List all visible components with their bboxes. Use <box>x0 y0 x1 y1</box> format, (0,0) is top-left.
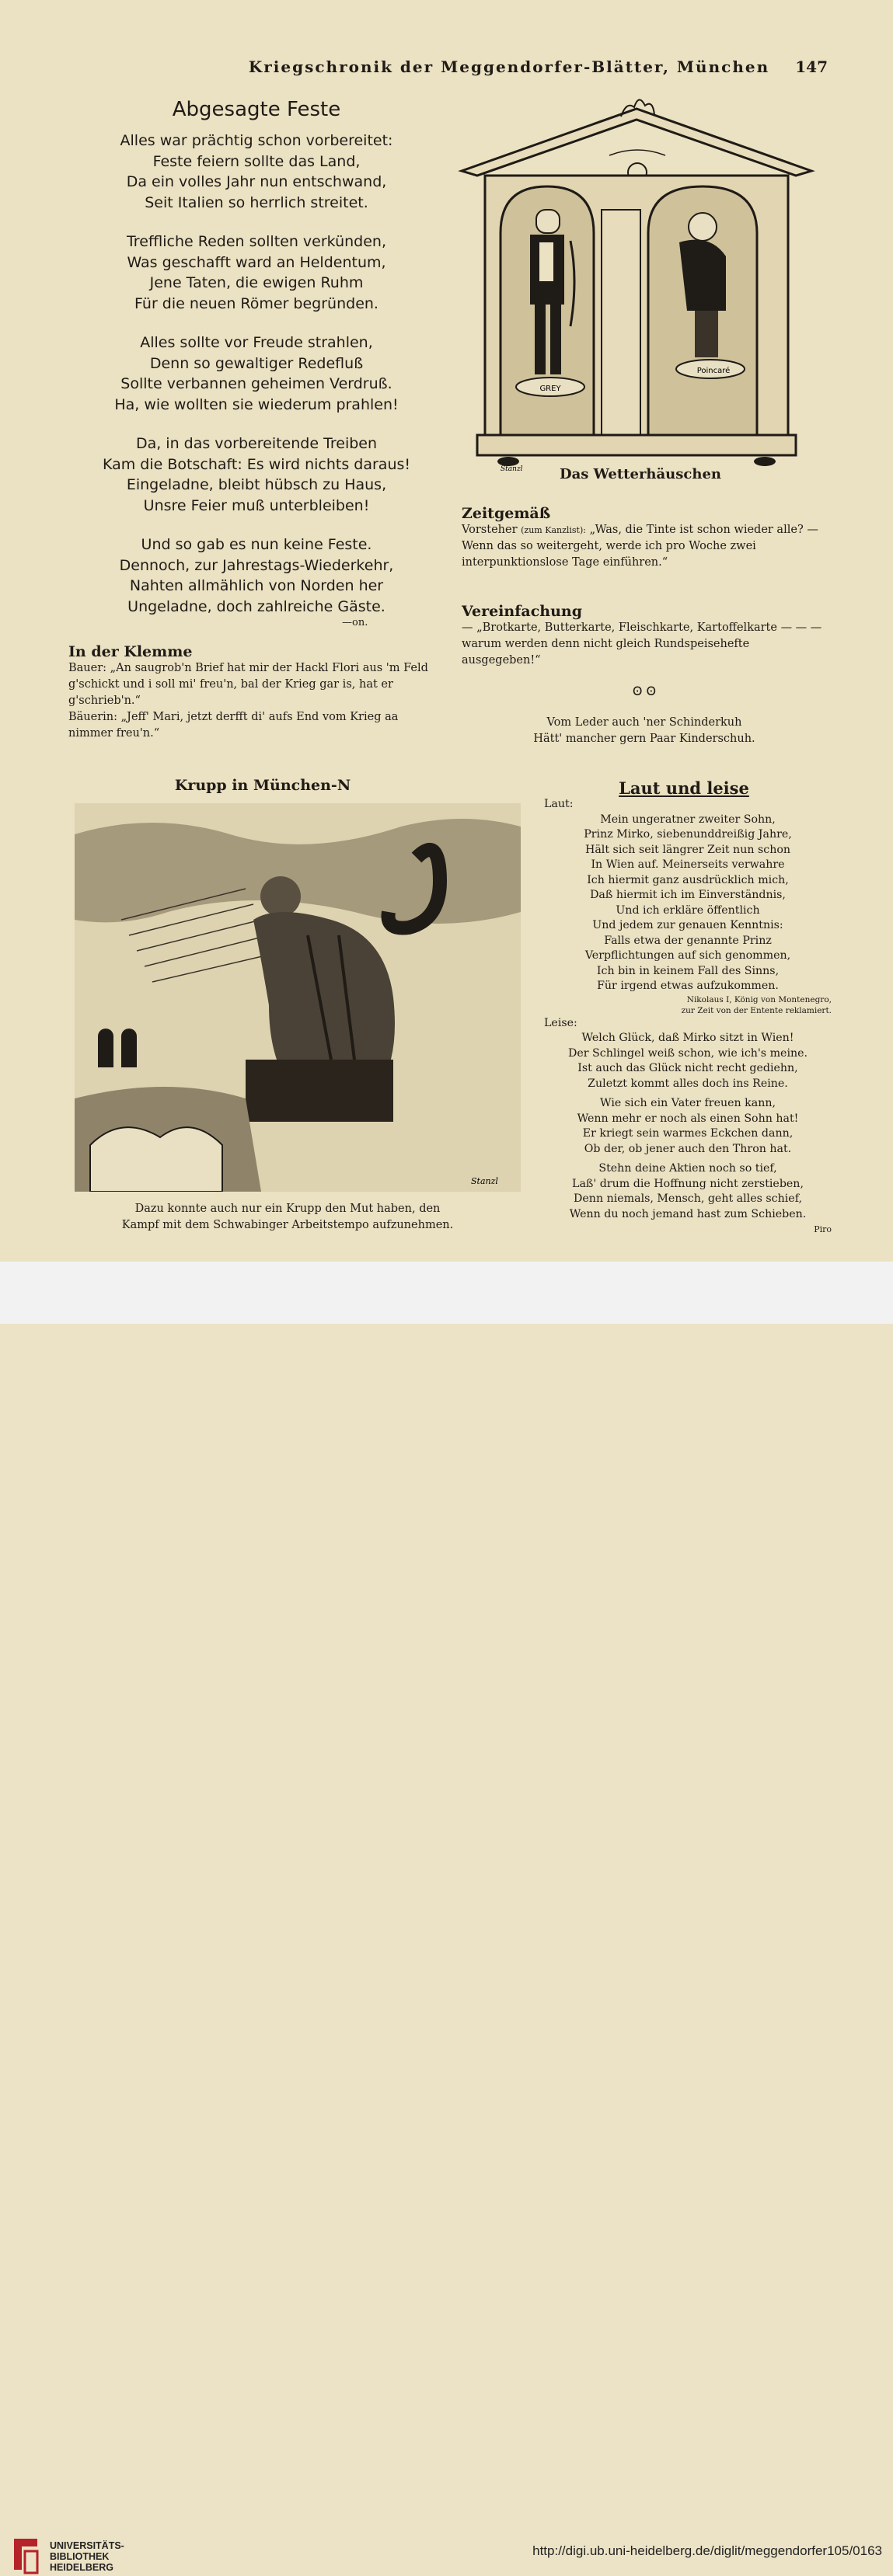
page-number: 147 <box>795 57 828 76</box>
poem-line: Und so gab es nun keine Feste. <box>141 536 372 553</box>
poem-stanza <box>62 231 451 314</box>
library-name-line: BIBLIOTHEK <box>50 2551 110 2562</box>
verse-line: Wenn du noch jemand hast zum Schieben. <box>569 1207 807 1220</box>
poem-line: Da ein volles Jahr nun entschwand, <box>126 173 387 190</box>
poem-line: Denn so gewaltiger Redefluß <box>149 354 364 372</box>
poem-line: Nahten allmählich von Norden her <box>129 577 384 594</box>
verse-line: Ich hiermit ganz ausdrücklich mich, <box>587 873 789 886</box>
verse-line: Mein ungeratner zweiter Sohn, <box>600 813 776 826</box>
poem-stanza <box>62 433 451 516</box>
running-header: Kriegschronik der Meggendorfer-Blätter, München <box>248 57 770 76</box>
caption-line: Dazu konnte auch nur ein Krupp den Mut haben, den <box>134 1203 441 1215</box>
stage-direction: (zum Kanzlist): <box>521 525 586 535</box>
library-name-line: HEIDELBERG <box>50 2562 113 2573</box>
dialogue-baeuerin: Bäuerin: „Jeff' Mari, jetzt derfft di' aufs End vom Krieg aa nimmer freu'n.“ <box>68 711 399 740</box>
weather-house-illustration <box>454 93 819 474</box>
verse-line: Falls etwa der genannte Prinz <box>604 934 772 947</box>
poem-signature: Piro <box>814 1224 832 1234</box>
verse-line: In Wien auf. Meinerseits verwahre <box>591 858 785 871</box>
couplet-line: Vom Leder auch 'ner Schinderkuh <box>546 716 742 729</box>
poem-line: Jene Taten, die ewigen Ruhm <box>149 274 364 291</box>
poem-line: Ungeladne, doch zahlreiche Gäste. <box>127 597 385 615</box>
section-vereinfachung <box>462 603 827 669</box>
library-footer <box>0 1262 893 2573</box>
poem-line: Treffliche Reden sollten verkünden, <box>126 233 386 250</box>
attribution-line: zur Zeit von der Entente reklamiert. <box>681 1005 832 1015</box>
krupp-caption <box>93 1201 482 1234</box>
verse-line: Hält sich seit längrer Zeit nun schon <box>584 843 791 856</box>
caption-line: Kampf mit dem Schwabinger Arbeitstempo aufzunehmen. <box>121 1219 454 1231</box>
library-name-line: UNIVERSITÄTS- <box>50 2540 124 2551</box>
section-in-der-klemme <box>68 643 432 742</box>
verse-line: Er kriegt sein warmes Eckchen dann, <box>582 1127 794 1140</box>
poem-line: Ha, wie wollten sie wiederum prahlen! <box>114 395 399 413</box>
verse-line: Stehn deine Aktien noch so tief, <box>598 1162 777 1175</box>
poem-line: Dennoch, zur Jahrestags-Wiederkehr, <box>119 556 394 574</box>
verse-line: Und jedem zur genauen Kenntnis: <box>592 919 783 931</box>
dialogue-bauer: Bauer: „An saugrob'n Brief hat mir der Hackl Flori aus 'm Feld g'schickt und i soll mi' freu'n, bal der Krieg gar is, hat er g'schrieb'n.“ <box>68 662 428 707</box>
label-left: GREY <box>539 385 561 393</box>
laut-und-leise-poem <box>544 797 832 1238</box>
verse-line: Welch Glück, daß Mirko sitzt in Wien! <box>581 1032 794 1044</box>
section-text <box>462 522 827 571</box>
artist-signature: Stanzl <box>471 1176 498 1186</box>
section-title: Zeitgemäß <box>462 505 551 522</box>
cartoon-caption: Das Wetterhäuschen <box>560 466 721 482</box>
attribution-line: Nikolaus I, König von Montenegro, <box>686 994 832 1004</box>
couplet-line: Hätt' mancher gern Paar Kinderschuh. <box>533 733 755 745</box>
section-text: — „Brotkarte, Butterkarte, Fleischkarte, Kartoffelkarte — — — warum werden denn nicht gleich Rundspeisehefte ausgegeben!“ <box>462 621 822 667</box>
poem-line: Alles sollte vor Freude strahlen, <box>140 334 373 351</box>
poem-line: Eingeladne, bleibt hübsch zu Haus, <box>126 476 387 493</box>
source-url[interactable]: http://digi.ub.uni-heidelberg.de/diglit/meggendorfer105/0163 <box>532 2543 882 2558</box>
speaker: Vorsteher <box>462 524 518 536</box>
poem-stanza <box>62 131 451 213</box>
scanned-page <box>0 0 893 1262</box>
poem-line: Alles war prächtig schon vorbereitet: <box>120 132 393 149</box>
poem-body <box>62 131 451 635</box>
verse-line: Prinz Mirko, siebenunddreißig Jahre, <box>584 828 792 841</box>
label-right: Poincaré <box>696 367 731 375</box>
poem-line: Unsre Feier muß unterbleiben! <box>143 496 370 514</box>
verse-line: Laß' drum die Hoffnung nicht zerstieben, <box>572 1177 804 1190</box>
verse-line: Für irgend etwas aufzukommen. <box>597 980 779 992</box>
poem-line: Seit Italien so herrlich streitet. <box>145 193 368 211</box>
quote: „Was, die Tinte ist schon wieder alle? — Wenn das so weitergeht, werde ich pro Woche zwei interpunktionslose Tage einführen.“ <box>462 524 818 569</box>
verse-line: Der Schlingel weiß schon, wie ich's meine. <box>567 1046 808 1060</box>
section-zeitgemaess <box>462 505 827 571</box>
verse-line: Wenn mehr er noch als einen Sohn hat! <box>577 1112 799 1125</box>
artist-signature: Stanzl <box>501 465 523 473</box>
poem-line: Feste feiern sollte das Land, <box>152 152 361 170</box>
verse-line: Ob der, ob jener auch den Thron hat. <box>584 1142 792 1155</box>
krupp-illustration <box>75 803 521 1192</box>
section-title: In der Klemme <box>68 643 193 660</box>
laut-label: Laut: <box>544 798 574 810</box>
verse-line: Wie sich ein Vater freuen kann, <box>599 1097 776 1109</box>
poem-line: Sollte verbannen geheimen Verdruß. <box>120 375 392 392</box>
leise-label: Leise: <box>544 1016 577 1029</box>
vom-leder-couplet <box>462 715 827 747</box>
verse-line: Und ich erkläre öffentlich <box>616 903 760 917</box>
poem-title: Abgesagte Feste <box>172 98 341 121</box>
ornament-divider: Ꙩ Ꙩ <box>632 684 657 698</box>
library-name <box>50 2540 124 2573</box>
verse-line: Zuletzt kommt alles doch ins Reine. <box>588 1077 788 1090</box>
laut-und-leise-title: Laut und leise <box>619 778 749 798</box>
poem-stanza <box>62 332 451 415</box>
poem-line: Da, in das vorbereitende Treiben <box>135 435 378 452</box>
krupp-title: Krupp in München-N <box>174 777 351 794</box>
verse-line: Daß hiermit ich im Einverständnis, <box>590 889 786 901</box>
poem-line: Was geschafft ward an Heldentum, <box>127 253 386 271</box>
poem-line: Für die neuen Römer begründen. <box>134 294 378 312</box>
poem-stanza <box>62 534 451 617</box>
section-title: Vereinfachung <box>462 603 582 620</box>
poem-signature: —on. <box>342 617 368 628</box>
verse-line: Denn niemals, Mensch, geht alles schief, <box>574 1192 802 1205</box>
verse-line: Ist auch das Glück nicht recht gediehn, <box>577 1062 798 1074</box>
library-logo-icon <box>11 2531 40 2576</box>
verse-line: Verpflichtungen auf sich genommen, <box>584 949 791 962</box>
verse-line: Ich bin in keinem Fall des Sinns, <box>596 964 780 977</box>
poem-line: Kam die Botschaft: Es wird nichts daraus! <box>102 455 411 473</box>
